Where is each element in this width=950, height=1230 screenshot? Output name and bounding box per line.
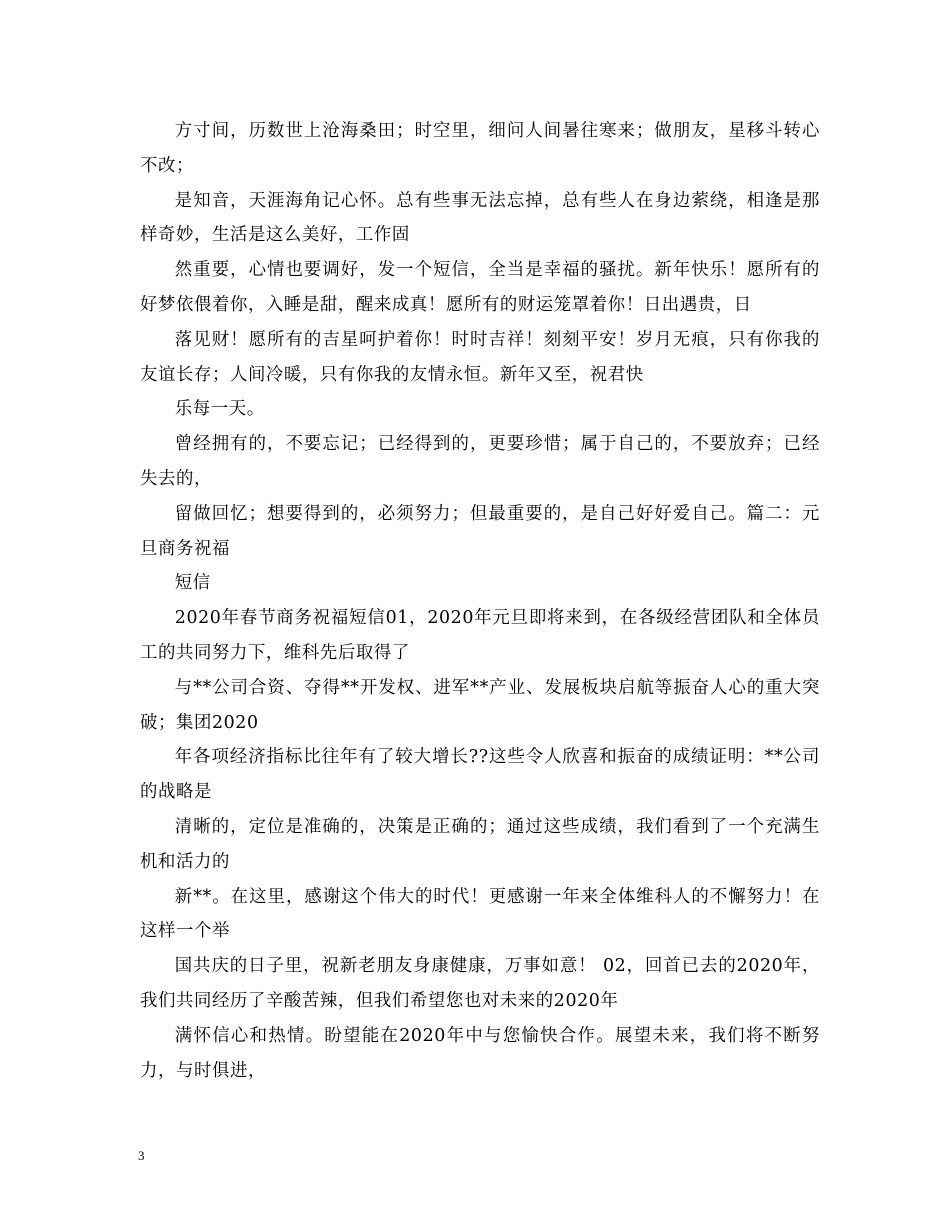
paragraph: 满怀信心和热情。盼望能在2020年中与您愉快合作。展望未来，我们将不断努力，与时俱进， — [140, 1025, 820, 1081]
paragraph: 曾经拥有的，不要忘记；已经得到的，更要珍惜；属于自己的，不要放弃；已经失去的， — [140, 434, 820, 489]
paragraph: 方寸间，历数世上沧海桑田；时空里，细问人间暑往寒来；做朋友，星移斗转心不改； — [140, 121, 820, 176]
paragraph: 2020年春节商务祝福短信01，2020年元旦即将来到，在各级经营团队和全体员工的共同努力下，维科先后取得了 — [140, 608, 820, 663]
paragraph: 留做回忆；想要得到的，必须努力；但最重要的，是自己好好爱自己。篇二：元旦商务祝福 — [140, 503, 820, 559]
document-body — [140, 114, 820, 1088]
paragraph: 然重要，心情也要调好，发一个短信，全当是幸福的骚扰。新年快乐！愿所有的好梦依偎着你，入睡是甜，醒来成真！愿所有的财运笼罩着你！日出遇贵，日 — [140, 260, 820, 315]
paragraph: 落见财！愿所有的吉星呵护着你！时时吉祥！刻刻平安！岁月无痕，只有你我的友谊长存；人间冷暖，只有你我的友情永恒。新年又至，祝君快 — [140, 329, 820, 385]
page-number: 3 — [138, 1148, 145, 1163]
paragraph: 国共庆的日子里，祝新老朋友身康健康，万事如意！ 02，回首已去的2020年，我们共同经历了辛酸苦辣，但我们希望您也对未来的2020年 — [140, 956, 820, 1011]
paragraph: 乐每一天。 — [174, 399, 265, 420]
paragraph: 是知音，天涯海角记心怀。总有些事无法忘掉，总有些人在身边萦绕，相逢是那样奇妙，生活是这么美好，工作固 — [140, 190, 820, 246]
paragraph: 与**公司合资、夺得**开发权、进军**产业、发展板块启航等振奋人心的重大突破；集团2020 — [140, 677, 820, 733]
paragraph: 短信 — [174, 573, 211, 594]
paragraph: 新**。在这里，感谢这个伟大的时代！更感谢一年来全体维科人的不懈努力！在这样一个举 — [140, 886, 820, 942]
paragraph: 年各项经济指标比往年有了较大增长??这些令人欣喜和振奋的成绩证明：**公司的战略是 — [140, 747, 820, 803]
paragraph: 清晰的，定位是准确的，决策是正确的；通过这些成绩，我们看到了一个充满生机和活力的 — [140, 816, 820, 872]
